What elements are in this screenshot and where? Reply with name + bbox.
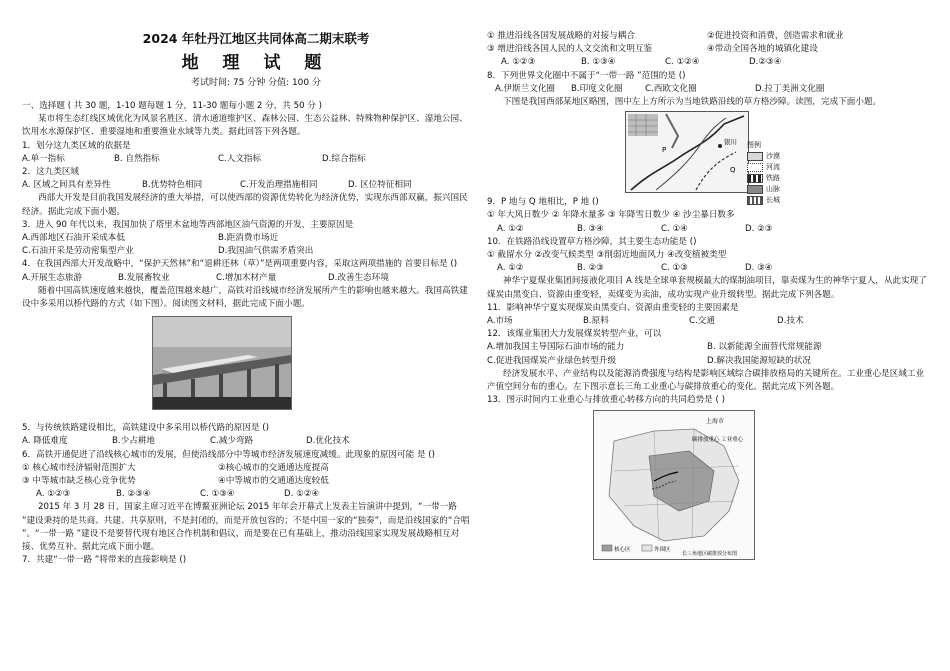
question-3-options (22, 232, 470, 245)
statement: ④中等城市的交通通达度较低 (218, 476, 329, 487)
option: B. 自然指标 (114, 153, 160, 164)
option: C. ①④ (661, 223, 688, 234)
label-p: P (662, 146, 667, 155)
option: C. ①③④ (200, 489, 235, 500)
option: B. ②③④ (116, 489, 151, 500)
statement: ②促进投资和消费，创造需求和就业 (707, 31, 844, 41)
exam-info: 考试时间: 75 分钟 分值: 100 分 (191, 78, 321, 88)
question-4-options (22, 272, 470, 285)
option: D.技术 (777, 316, 804, 327)
subject-title: 地 理 试 题 (181, 53, 331, 73)
legend-item: 沙漠 (747, 151, 780, 162)
option: C.西欧文化圈 (645, 83, 697, 94)
passage-7: 经济发展水平、产业结构以及能源消费强度与结构是影响区域综合碳排放格局的关键所在。工业重心是区域工业产值空间分布的重心。左下图示意长三角工业重心与碳排放重心的变化。据此完成下列各题。 (487, 368, 925, 393)
option: D.②③④ (749, 57, 782, 68)
option: A. ①②③ (36, 489, 71, 500)
western-region-map (625, 111, 749, 193)
passage-6: 神华宁夏煤业集团间接液化项目 A 线是全球单套规模最大的煤制油项目，靠卖煤为生的神华宁夏人，从此实现了煤炭由黑变白、资源由重变轻，卖煤变为卖油，成功实现产业升级转型。据此完成下列各题。 (487, 276, 927, 300)
statement: ① 推进沿线各国发展战略的对接与耦合 (487, 31, 635, 41)
legend-item: 铁路 (747, 173, 780, 184)
statement: ②核心城市的交通通达度提高 (218, 462, 329, 473)
legend-item: 河流 (747, 162, 780, 173)
option: A. ①② (497, 263, 524, 274)
high-speed-rail-bridge-photo (152, 316, 292, 410)
option: C.人文指标 (218, 153, 262, 164)
label-city: 银川 (724, 138, 737, 147)
question-5-stem: 5．与传统铁路建设相比，高铁建设中多采用以桥代路的原因是 () (22, 423, 269, 434)
label-legend: 碳排放重心 工业重心 (692, 437, 744, 444)
option: B. ②③ (577, 263, 604, 274)
option: C. ①③ (661, 263, 688, 274)
question-9-statements: ① 年大风日数少 ② 年降水量多 ③ 年降雪日数少 ④ 沙尘暴日数多 (487, 210, 735, 221)
question-2-stem: 2．这九类区域 (22, 167, 80, 178)
question-5-options (22, 435, 470, 448)
legend-item: 长城 (747, 195, 780, 206)
option: B. ③④ (577, 223, 604, 234)
option: B.优势特色相同 (142, 180, 203, 191)
question-2-options (22, 179, 470, 192)
option: A. ①② (497, 223, 524, 234)
exam-title: 2024 年牡丹江地区共同体高二期末联考 (142, 31, 370, 46)
option: A.单一指标 (22, 153, 65, 164)
passage-2: 西部大开发是目前我国发展经济的重大举措，可以使西部的资源优势转化为经济优势，实现东西部双赢，振兴国民经济。据此完成下面小题。 (22, 193, 468, 217)
option: B.印度文化圈 (571, 83, 623, 94)
passage-5: 下图是我国西部某地区略图，图中左上方所示为当地铁路沿线的草方格沙障。读图，完成下面小题。 (503, 97, 882, 108)
option: C. ①②④ (665, 57, 700, 68)
question-11-options (487, 315, 932, 328)
option: B.距消费市场近 (218, 233, 279, 244)
option: A. ①②③ (501, 57, 536, 68)
question-9-options (487, 223, 932, 236)
option: A.开展生态旅游 (22, 272, 83, 283)
option: C.交通 (689, 316, 715, 327)
statement: ③ 中等城市缺乏核心竞争优势 (22, 476, 136, 487)
option: A.伊斯兰文化圈 (495, 83, 556, 94)
question-1-stem: 1．划分这九类区域的依据是 (22, 140, 131, 151)
passage-1: 某市将生态红线区域优化为风景名胜区、清水通道维护区、森林公园、生态公益林、特殊物种保护区、湿地公园、饮用水水源保护区、重要湿地和重要渔业水域等九类。据此回答下列各题。 (22, 114, 468, 138)
option: D.我国油气供需矛盾突出 (218, 246, 314, 257)
question-7-stem: 7．共建“一带一路 ”将带来的直接影响是 () (22, 555, 187, 566)
question-9-stem: 9．P 地与 Q 地相比，P 地 () (487, 197, 599, 208)
label-q: Q (730, 166, 736, 175)
option: D. ③④ (745, 263, 773, 274)
option: B. 以新能源全面替代常规能源 (707, 342, 822, 353)
option: D. ①②④ (284, 489, 320, 500)
question-13-stem: 13．图示时间内工业重心与排放重心转移方向的共同趋势是 ( ) (487, 395, 725, 406)
option: B.原料 (583, 316, 609, 327)
map-legend (747, 140, 780, 206)
option: A.市场 (487, 316, 513, 327)
question-10-stem: 10．在铁路沿线设置草方格沙障，其主要生态功能是 () (487, 236, 697, 247)
option: D.优化技术 (306, 436, 350, 447)
label-shanghai: 上海市 (706, 418, 725, 426)
option: C.开发治理措施相同 (240, 180, 318, 191)
passage-3: 随着中国高铁速度越来越快，覆盖范围越来越广，高铁对沿线城市经济发展所产生的影响也越来越大。我国高铁建设中多采用以桥代路的方式（如下图）。阅读图文材料，据此完成下面小题。 (22, 285, 468, 310)
map-caption: 长三角地区碳排放分布图 (682, 551, 738, 558)
right-column (487, 30, 932, 560)
option: D.拉丁美洲文化圈 (755, 83, 825, 94)
question-7-options (487, 56, 932, 69)
option: D. ②③ (745, 223, 773, 234)
option: D.解决我国能源短缺的状况 (707, 355, 811, 366)
statement: ③ 增进沿线各国人民的人文交流和文明互鉴 (487, 44, 653, 55)
question-3-stem: 3．进入 90 年代以来，我国加快了塔里木盆地等西部地区油气资源的开发，主要原因是 (22, 219, 354, 230)
section-heading: 一、选择题 ( 共 30 题，1-10 题每题 1 分，11-30 题每小题 2 分，共 50 分 ) (22, 101, 322, 111)
question-10-options (487, 262, 932, 275)
option: B. ①③④ (581, 57, 616, 68)
option: B.少占耕地 (112, 436, 156, 447)
option: A. 区域之间具有差异性 (22, 180, 111, 191)
left-column (22, 30, 470, 567)
option: B.发展畜牧业 (118, 272, 170, 283)
legend-item: 山脉 (747, 184, 780, 195)
key-periphery: 外围区 (654, 547, 671, 554)
option: D.综合指标 (322, 153, 366, 164)
yangtze-delta-map (593, 410, 755, 560)
question-4-stem: 4．在我国西部大开发战略中，“保护天然林”和“退耕还林（草）”是两项重要内容，采取这两项措施的 首要目标是 () (22, 259, 458, 270)
statement: ① 核心城市经济辐射范围扩大 (22, 462, 136, 473)
option: C.增加木材产量 (216, 272, 277, 283)
question-10-statements: ① 截留水分 ②改变气候类型 ③削弱近地面风力 ④改变植被类型 (487, 250, 727, 261)
option: A.西部地区石油开采成本低 (22, 233, 125, 244)
option: D.改善生态环境 (328, 272, 389, 283)
option: C.促进我国煤炭产业绿色转型升级 (487, 355, 617, 366)
key-core: 核心区 (614, 547, 631, 554)
question-1-options (22, 153, 470, 166)
question-12-stem: 12．该煤业集团大力发展煤炭转型产业，可以 (487, 329, 662, 340)
question-6-options (22, 488, 470, 501)
option: A. 降低难度 (22, 436, 68, 447)
question-6-stem: 6．高铁开通促进了沿线核心城市的发展，但使沿线部分中等城市经济发展速度减缓。此现象的原因可能 是 () (22, 449, 435, 460)
question-11-stem: 11．影响神华宁夏实现煤炭由黑变白、资源由重变轻的主要因素是 (487, 302, 739, 313)
option: C.减少弯路 (210, 436, 254, 447)
passage-4: 2015 年 3 月 28 日，国家主席习近平在博鳌亚洲论坛 2015 年年会开幕式上发表主旨演讲中提到，“一带一路 ”建设秉持的是共商、共建、共享原则，不是封闭的，而是开放包容的；不是中国一家的“独奏”，而是沿线国家的“合唱 ”。“一带一路 ”建设不是要替代现有地区合作机制和倡议，而是要在已有基础上，推动沿线国家实现发展战略相互对接、优势互补。据此完成下面小题。 (22, 502, 470, 553)
question-8-options (487, 83, 932, 96)
option: C.石油开采是劳动密集型产业 (22, 246, 134, 257)
option: D. 区位特征相同 (348, 180, 412, 191)
statement: ④带动全国各地的城镇化建设 (707, 44, 818, 55)
legend-title: 图例 (747, 141, 761, 149)
question-8-stem: 8．下列世界文化圈中不属于“一带一路 ”范围的是 () (487, 70, 686, 81)
option: A.增加我国主导国际石油市场的能力 (487, 342, 625, 353)
